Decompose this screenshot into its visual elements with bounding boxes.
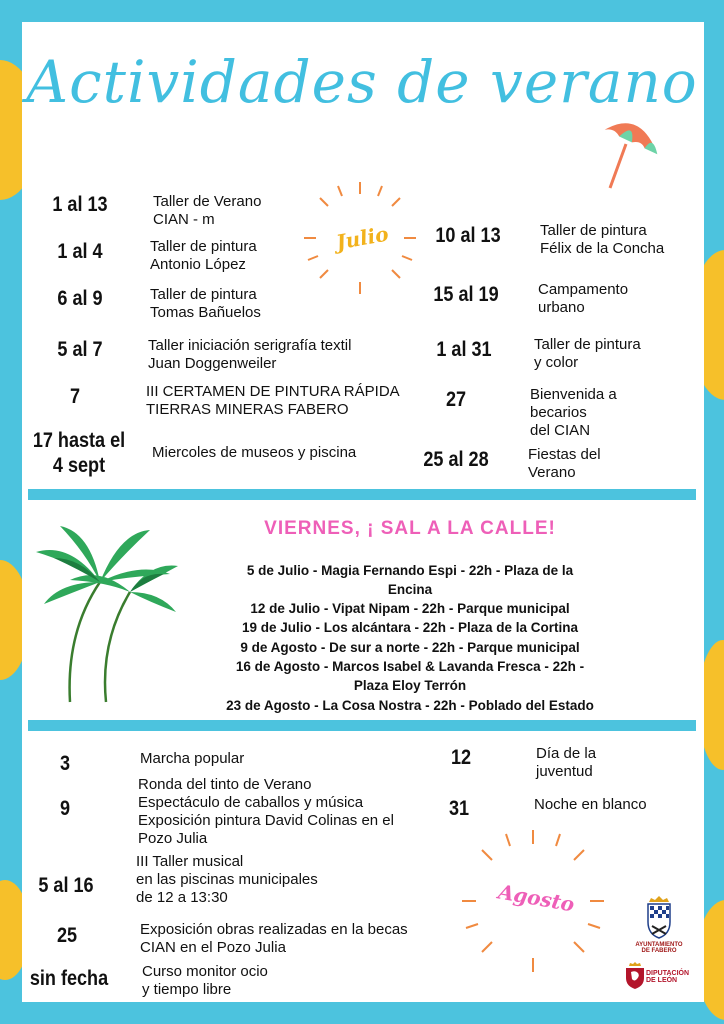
- july-day: 15 al 19: [433, 283, 499, 306]
- palm-leaf-icon: [30, 522, 180, 712]
- july-day: 1 al 31: [436, 338, 492, 361]
- beach-umbrella-icon: [596, 112, 666, 192]
- august-day: 3: [59, 752, 71, 775]
- july-day: 7: [69, 385, 81, 408]
- event-line: 9 de Agosto - De sur a norte - 22h - Parque municipal: [240, 640, 580, 655]
- july-activity: Miercoles de museos y piscina: [152, 444, 357, 461]
- july-day: 17 hasta el 4 sept: [32, 429, 126, 477]
- month-label-august: Agosto: [496, 879, 577, 917]
- august-activity: III Taller musical en las piscinas municipales de 12 a 13:30: [136, 853, 318, 906]
- event-line: 5 de Julio - Magia Fernando Espi - 22h - Plaza de la: [246, 563, 574, 578]
- poster-title: Actividades de verano: [26, 48, 698, 116]
- july-activity: Taller de pintura Antonio López: [150, 238, 257, 273]
- july-activity: Taller iniciación serigrafía textil Juan Doggenweiler: [148, 337, 352, 372]
- july-day: 27: [445, 388, 467, 411]
- coat-of-arms-icon: [644, 896, 674, 940]
- august-day: 12: [450, 746, 472, 769]
- july-day: 5 al 7: [57, 338, 103, 361]
- july-activity: Bienvenida a becarios del CIAN: [530, 386, 617, 439]
- leon-logo-text: DIPUTACIÓN DE LEÓN: [646, 970, 690, 984]
- event-line: 16 de Agosto - Marcos Isabel & Lavanda Fresca - 22h -: [235, 659, 585, 674]
- section-divider: [28, 720, 696, 731]
- august-day: 9: [59, 797, 71, 820]
- july-activity: Taller de pintura Tomas Bañuelos: [150, 286, 261, 321]
- july-activity: Taller de pintura Félix de la Concha: [540, 222, 665, 257]
- august-activity: Marcha popular: [140, 750, 245, 767]
- july-day: 25 al 28: [423, 448, 489, 471]
- event-line: 23 de Agosto - La Cosa Nostra - 22h - Poblado del Estado: [226, 698, 594, 713]
- july-day: 6 al 9: [57, 287, 103, 310]
- august-day: 25: [56, 924, 78, 947]
- viernes-heading: VIERNES, ¡ SAL A LA CALLE!: [264, 518, 556, 539]
- august-day: 31: [448, 797, 470, 820]
- august-activity: Ronda del tinto de Verano Espectáculo de caballos y música Exposición pintura David Colinas en el Pozo Julia: [138, 776, 394, 847]
- august-activity: Exposición obras realizadas en la becas CIAN en el Pozo Julia: [140, 921, 408, 956]
- august-activity: Noche en blanco: [534, 796, 647, 813]
- august-activity: Curso monitor ocio y tiempo libre: [142, 963, 268, 998]
- july-day: 1 al 13: [52, 193, 108, 216]
- august-day: 5 al 16: [38, 874, 94, 897]
- july-activity: Taller de Verano CIAN - m: [153, 193, 262, 228]
- event-line: Encina: [387, 582, 433, 597]
- july-activity: Taller de pintura y color: [534, 336, 641, 371]
- month-label-july: Julio: [334, 221, 391, 255]
- event-line: 12 de Julio - Vipat Nipam - 22h - Parque municipal: [250, 601, 570, 616]
- august-day: sin fecha: [29, 967, 109, 990]
- july-day: 10 al 13: [435, 224, 501, 247]
- section-divider: [28, 489, 696, 500]
- lion-shield-icon: [624, 962, 646, 990]
- event-line: 19 de Julio - Los alcántara - 22h - Plaza de la Cortina: [241, 620, 579, 635]
- july-day: 1 al 4: [57, 240, 103, 263]
- july-activity: Campamento urbano: [538, 281, 629, 316]
- august-activity: Día de la juventud: [536, 745, 597, 780]
- july-activity: Fiestas del Verano: [528, 446, 601, 481]
- fabero-logo-text: AYUNTAMIENTO DE FABERO: [635, 942, 683, 954]
- july-activity: III CERTAMEN DE PINTURA RÁPIDA TIERRAS MINERAS FABERO: [146, 383, 400, 418]
- event-line: Plaza Eloy Terrón: [353, 678, 467, 693]
